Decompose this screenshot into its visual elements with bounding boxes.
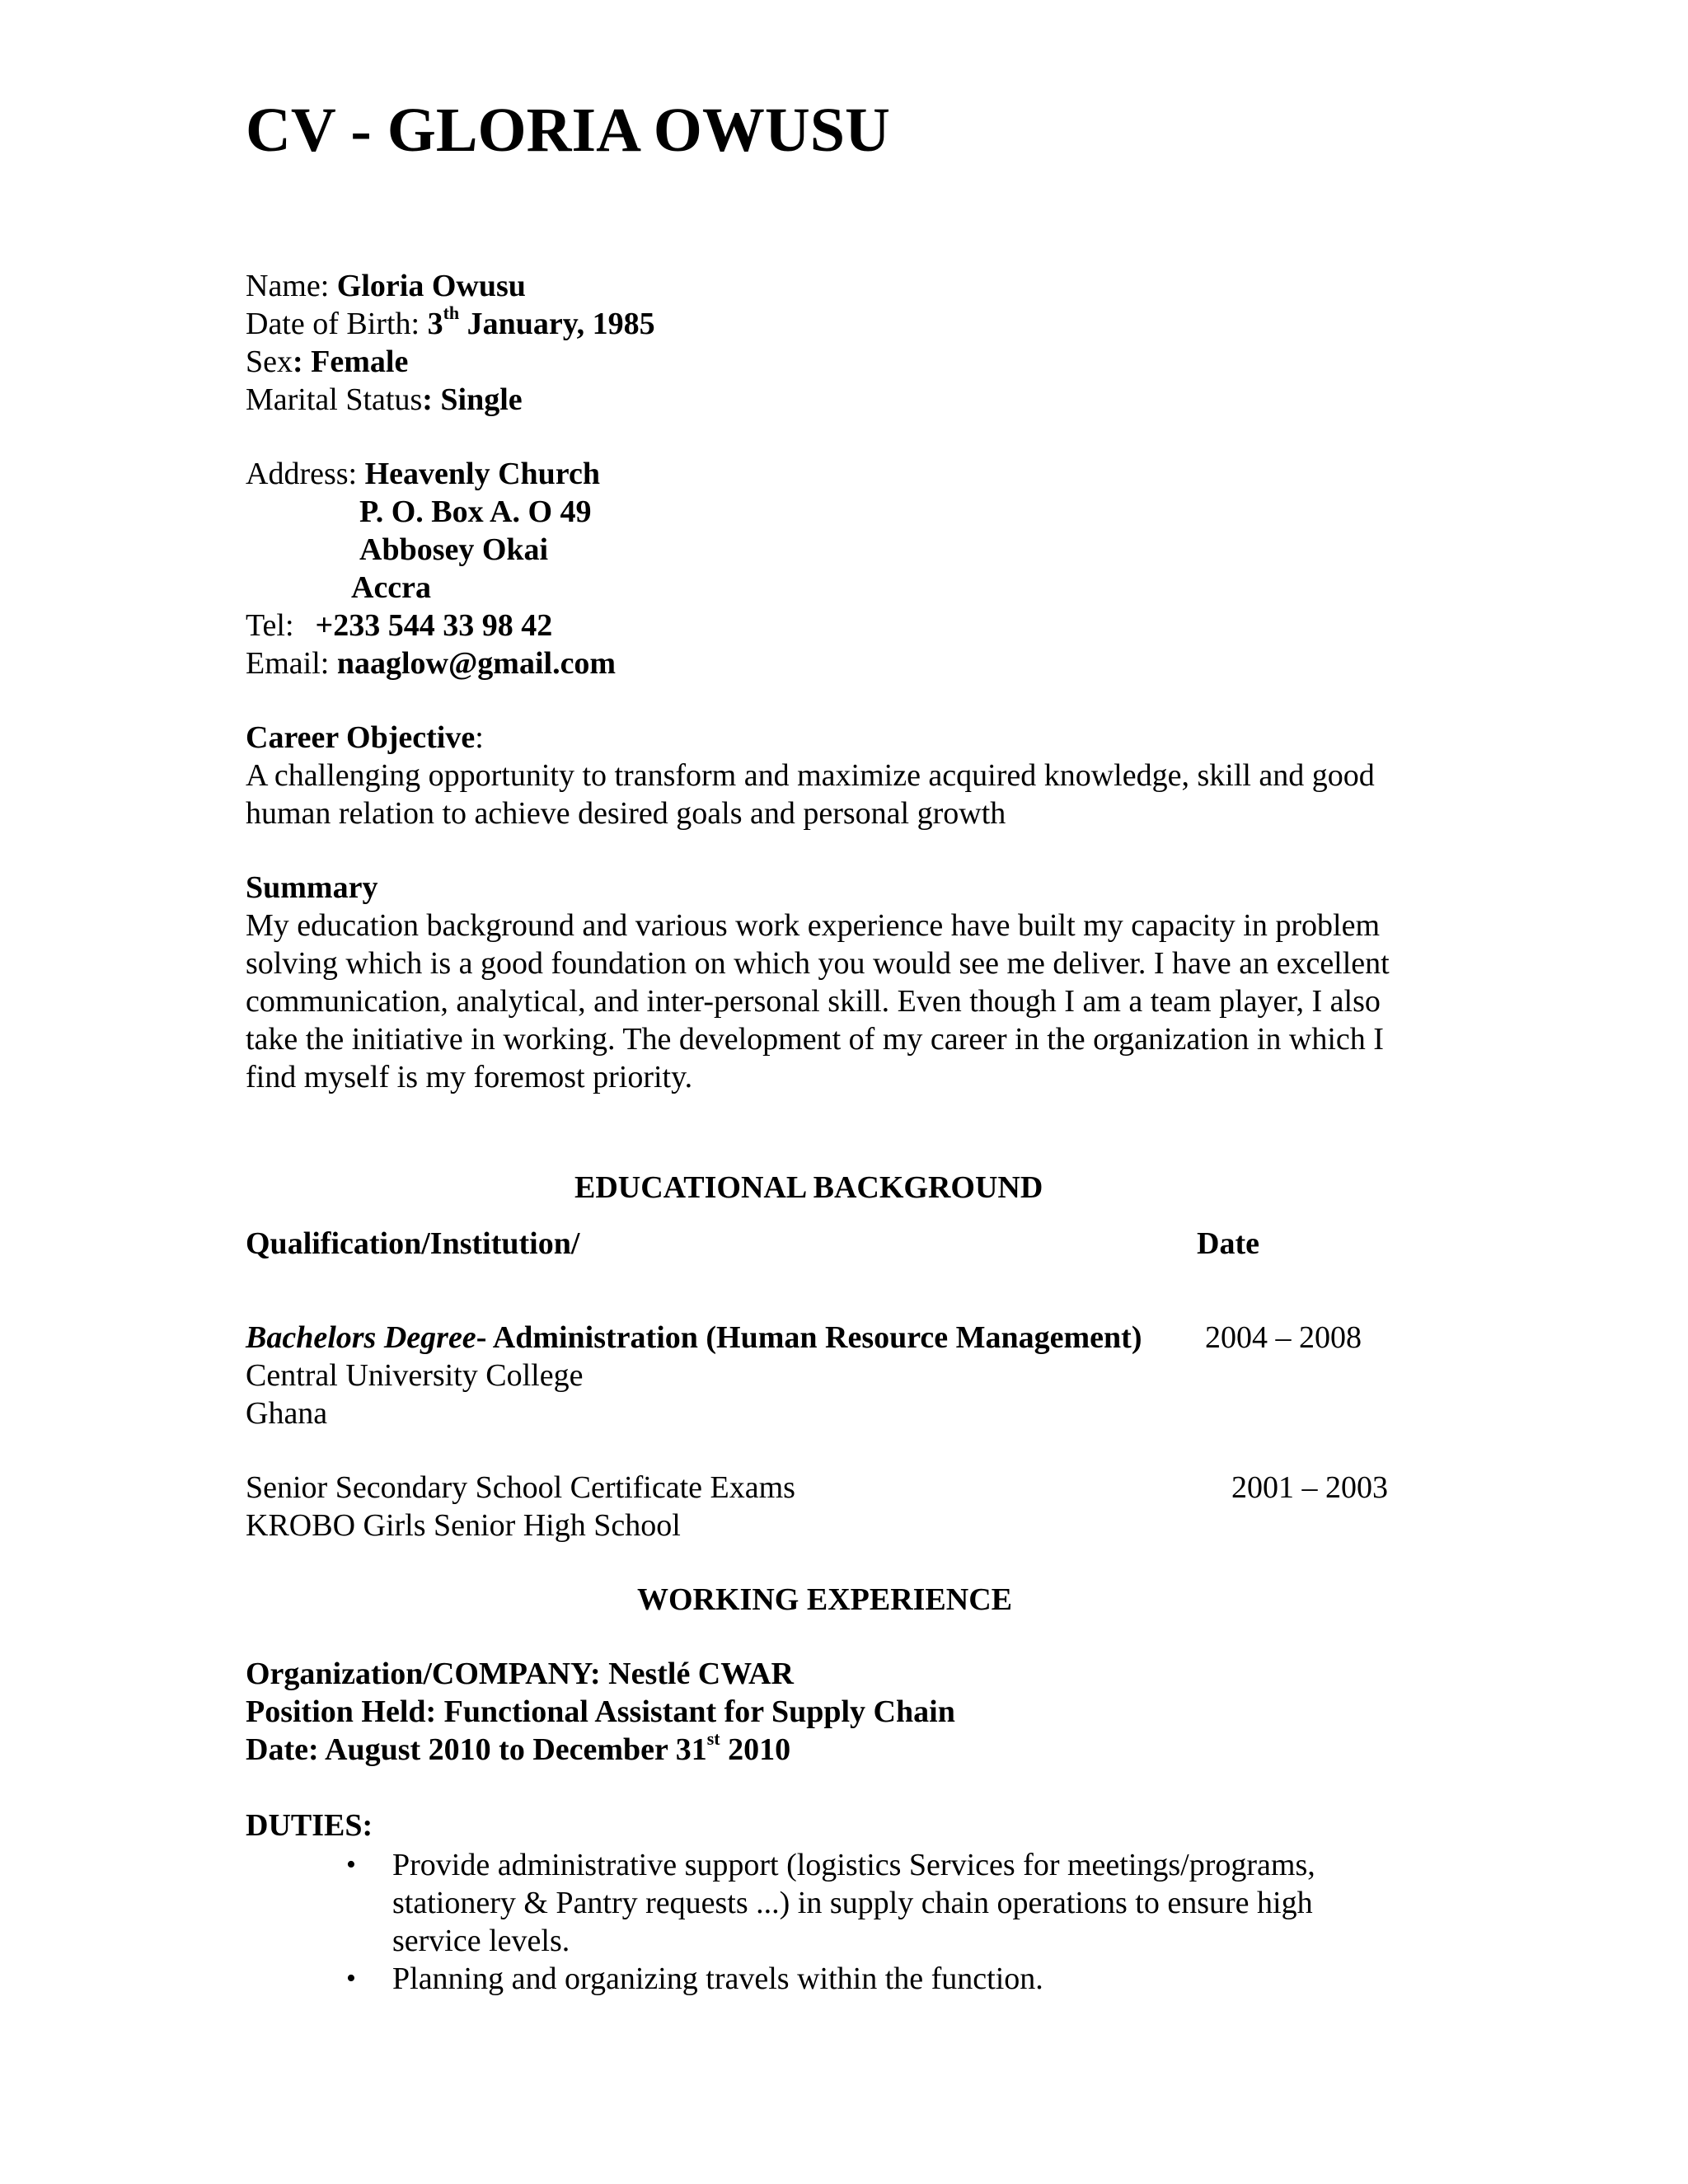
dob-label: Date of Birth: xyxy=(246,307,428,341)
education-entry-2-institution: KROBO Girls Senior High School xyxy=(246,1508,681,1543)
duties-list xyxy=(246,1846,1482,1998)
work-date-sup: st xyxy=(706,1728,720,1750)
tel-label: Tel: xyxy=(246,608,294,643)
name-label: Name: xyxy=(246,269,337,303)
address-value-1: Heavenly Church xyxy=(364,457,600,491)
marital-label: Marital Status xyxy=(246,382,423,417)
education-entry-2-date: 2001 – 2003 xyxy=(1231,1470,1388,1505)
dob-rest: January, 1985 xyxy=(459,307,655,341)
work-position: Position Held: Functional Assistant for Supply Chain xyxy=(246,1694,955,1729)
education-col-qualification: Qualification/Institution/ xyxy=(246,1226,580,1261)
dob-sup: th xyxy=(443,302,460,324)
summary-text: My education background and various work experience have built my capacity in problem solving which is a good foundation on which you would see me deliver. I have an excellent communication, analytical, and inter-personal skill. Even though I am a team player, I also take the initiative in working. The development of my career in the organization in which I find myself is my foremost priority. xyxy=(246,908,1390,1094)
summary-heading: Summary xyxy=(246,870,378,905)
email-label: Email: xyxy=(246,646,337,681)
work-date-prefix: Date: August 2010 to December 31 xyxy=(246,1732,707,1767)
name-value: Gloria Owusu xyxy=(336,269,526,303)
sex-line xyxy=(246,343,408,381)
address-line-3: Abbosey Okai xyxy=(359,532,549,567)
work-heading: WORKING EXPERIENCE xyxy=(637,1582,1012,1617)
address-line-1 xyxy=(246,455,600,493)
cv-title: CV - GLORIA OWUSU xyxy=(246,96,890,165)
education-entry-2-degree: Senior Secondary School Certificate Exams xyxy=(246,1470,795,1505)
sex-value: : Female xyxy=(293,344,409,379)
career-objective-heading xyxy=(246,719,484,757)
education-entry-1-date: 2004 – 2008 xyxy=(1205,1320,1362,1355)
email-line xyxy=(246,644,616,682)
career-objective-colon: : xyxy=(475,720,484,755)
bullet-icon: • xyxy=(346,1963,356,1994)
marital-line xyxy=(246,381,523,419)
duty-item xyxy=(246,1846,1365,1960)
education-entry-1-institution: Central University College xyxy=(246,1358,584,1393)
career-objective-text: A challenging opportunity to transform and maximize acquired knowledge, skill and good human relation to achieve desired goals and personal growth xyxy=(246,758,1375,831)
duty-text: Planning and organizing travels within the function. xyxy=(392,1961,1043,1996)
education-heading: EDUCATIONAL BACKGROUND xyxy=(574,1170,1043,1205)
work-date xyxy=(246,1728,791,1769)
name-line xyxy=(246,267,526,305)
duty-text: Provide administrative support (logistics Services for meetings/programs, stationery & Pantry requests ...) in supply chain operations to ensure high service levels. xyxy=(392,1848,1315,1958)
education-entry-1-degree-rest: - Administration (Human Resource Management) xyxy=(476,1320,1142,1355)
address-line-4: Accra xyxy=(351,570,432,605)
duties-heading: DUTIES: xyxy=(246,1808,373,1843)
work-date-suffix: 2010 xyxy=(720,1732,791,1767)
education-col-date: Date xyxy=(1197,1226,1259,1261)
address-label: Address: xyxy=(246,457,365,491)
address-line-2: P. O. Box A. O 49 xyxy=(359,494,592,529)
bullet-icon: • xyxy=(346,1849,356,1880)
career-objective-title: Career Objective xyxy=(246,720,476,755)
dob-day: 3 xyxy=(427,307,443,341)
email-value: naaglow@gmail.com xyxy=(336,646,617,681)
sex-label: Sex xyxy=(246,344,293,379)
education-entry-1-degree xyxy=(246,1319,1142,1357)
education-entry-1-degree-italic: Bachelors Degree xyxy=(246,1320,476,1355)
duty-item xyxy=(246,1960,1365,1998)
marital-value: : Single xyxy=(422,382,523,417)
dob-line xyxy=(246,302,655,343)
tel-line xyxy=(246,607,552,644)
work-organization: Organization/COMPANY: Nestlé CWAR xyxy=(246,1657,794,1691)
tel-value: +233 544 33 98 42 xyxy=(315,608,553,643)
education-entry-1-country: Ghana xyxy=(246,1396,328,1431)
